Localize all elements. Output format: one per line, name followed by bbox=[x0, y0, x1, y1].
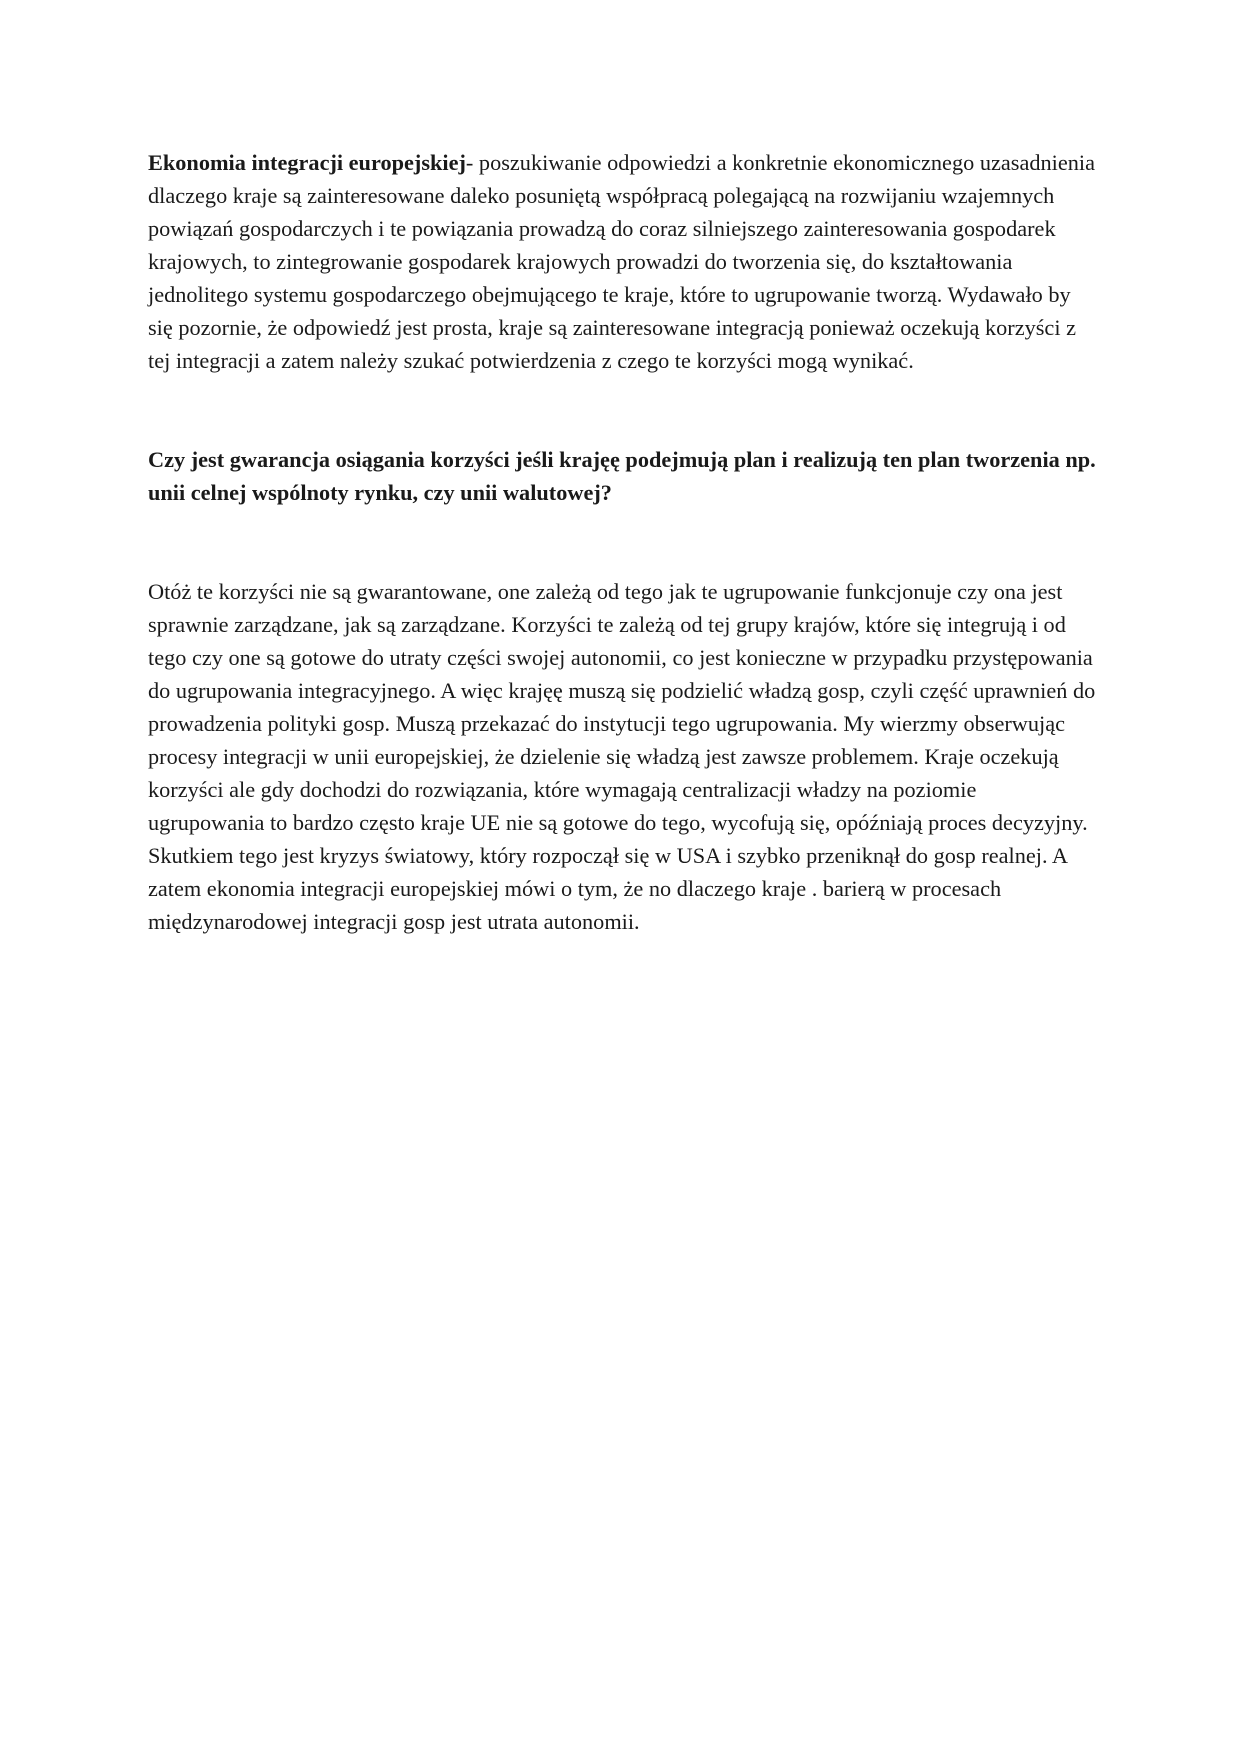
question-heading: Czy jest gwarancja osiągania korzyści jeśli krajęę podejmują plan i realizują ten plan tworzenia np. unii celnej wspólnoty rynku, czy unii walutowej? bbox=[148, 447, 1096, 505]
intro-text: - poszukiwanie odpowiedzi a konkretnie ekonomicznego uzasadnienia dlaczego kraje są zainteresowane daleko posuniętą współpracą polegającą na rozwijaniu wzajemnych powiązań gospodarczych i te powiązania prowadzą do coraz silniejszego zainteresowania gospodarek krajowych, to zintegrowanie gospodarek krajowych prowadzi do tworzenia się, do kształtowania jednolitego systemu gospodarczego obejmującego te kraje, które to ugrupowanie tworzą. Wydawało by się pozornie, że odpowiedź jest prosta, kraje są zainteresowane integracją ponieważ oczekują korzyści z tej integracji a zatem należy szukać potwierdzenia z czego te korzyści mogą wynikać. bbox=[148, 150, 1095, 373]
document-body bbox=[148, 146, 1096, 938]
intro-paragraph bbox=[148, 146, 1096, 377]
intro-term: Ekonomia integracji europejskiej bbox=[148, 150, 466, 175]
answer-paragraph: Otóż te korzyści nie są gwarantowane, one zależą od tego jak te ugrupowanie funkcjonuje czy ona jest sprawnie zarządzane, jak są zarządzane. Korzyści te zależą od tej grupy krajów, które się integrują i od tego czy one są gotowe do utraty części swojej autonomii, co jest konieczne w przypadku przystępowania do ugrupowania integracyjnego. A więc krajęę muszą się podzielić władzą gosp, czyli część uprawnień do prowadzenia polityki gosp. Muszą przekazać do instytucji tego ugrupowania. My wierzmy obserwując procesy integracji w unii europejskiej, że dzielenie się władzą jest zawsze problemem. Kraje oczekują korzyści ale gdy dochodzi do rozwiązania, które wymagają centralizacji władzy na poziomie ugrupowania to bardzo często kraje UE nie są gotowe do tego, wycofują się, opóźniają proces decyzyjny. Skutkiem tego jest kryzys światowy, który rozpoczął się w USA i szybko przeniknął do gosp realnej. A zatem ekonomia integracji europejskiej mówi o tym, że no dlaczego kraje . barierą w procesach międzynarodowej integracji gosp jest utrata autonomii. bbox=[148, 579, 1096, 934]
